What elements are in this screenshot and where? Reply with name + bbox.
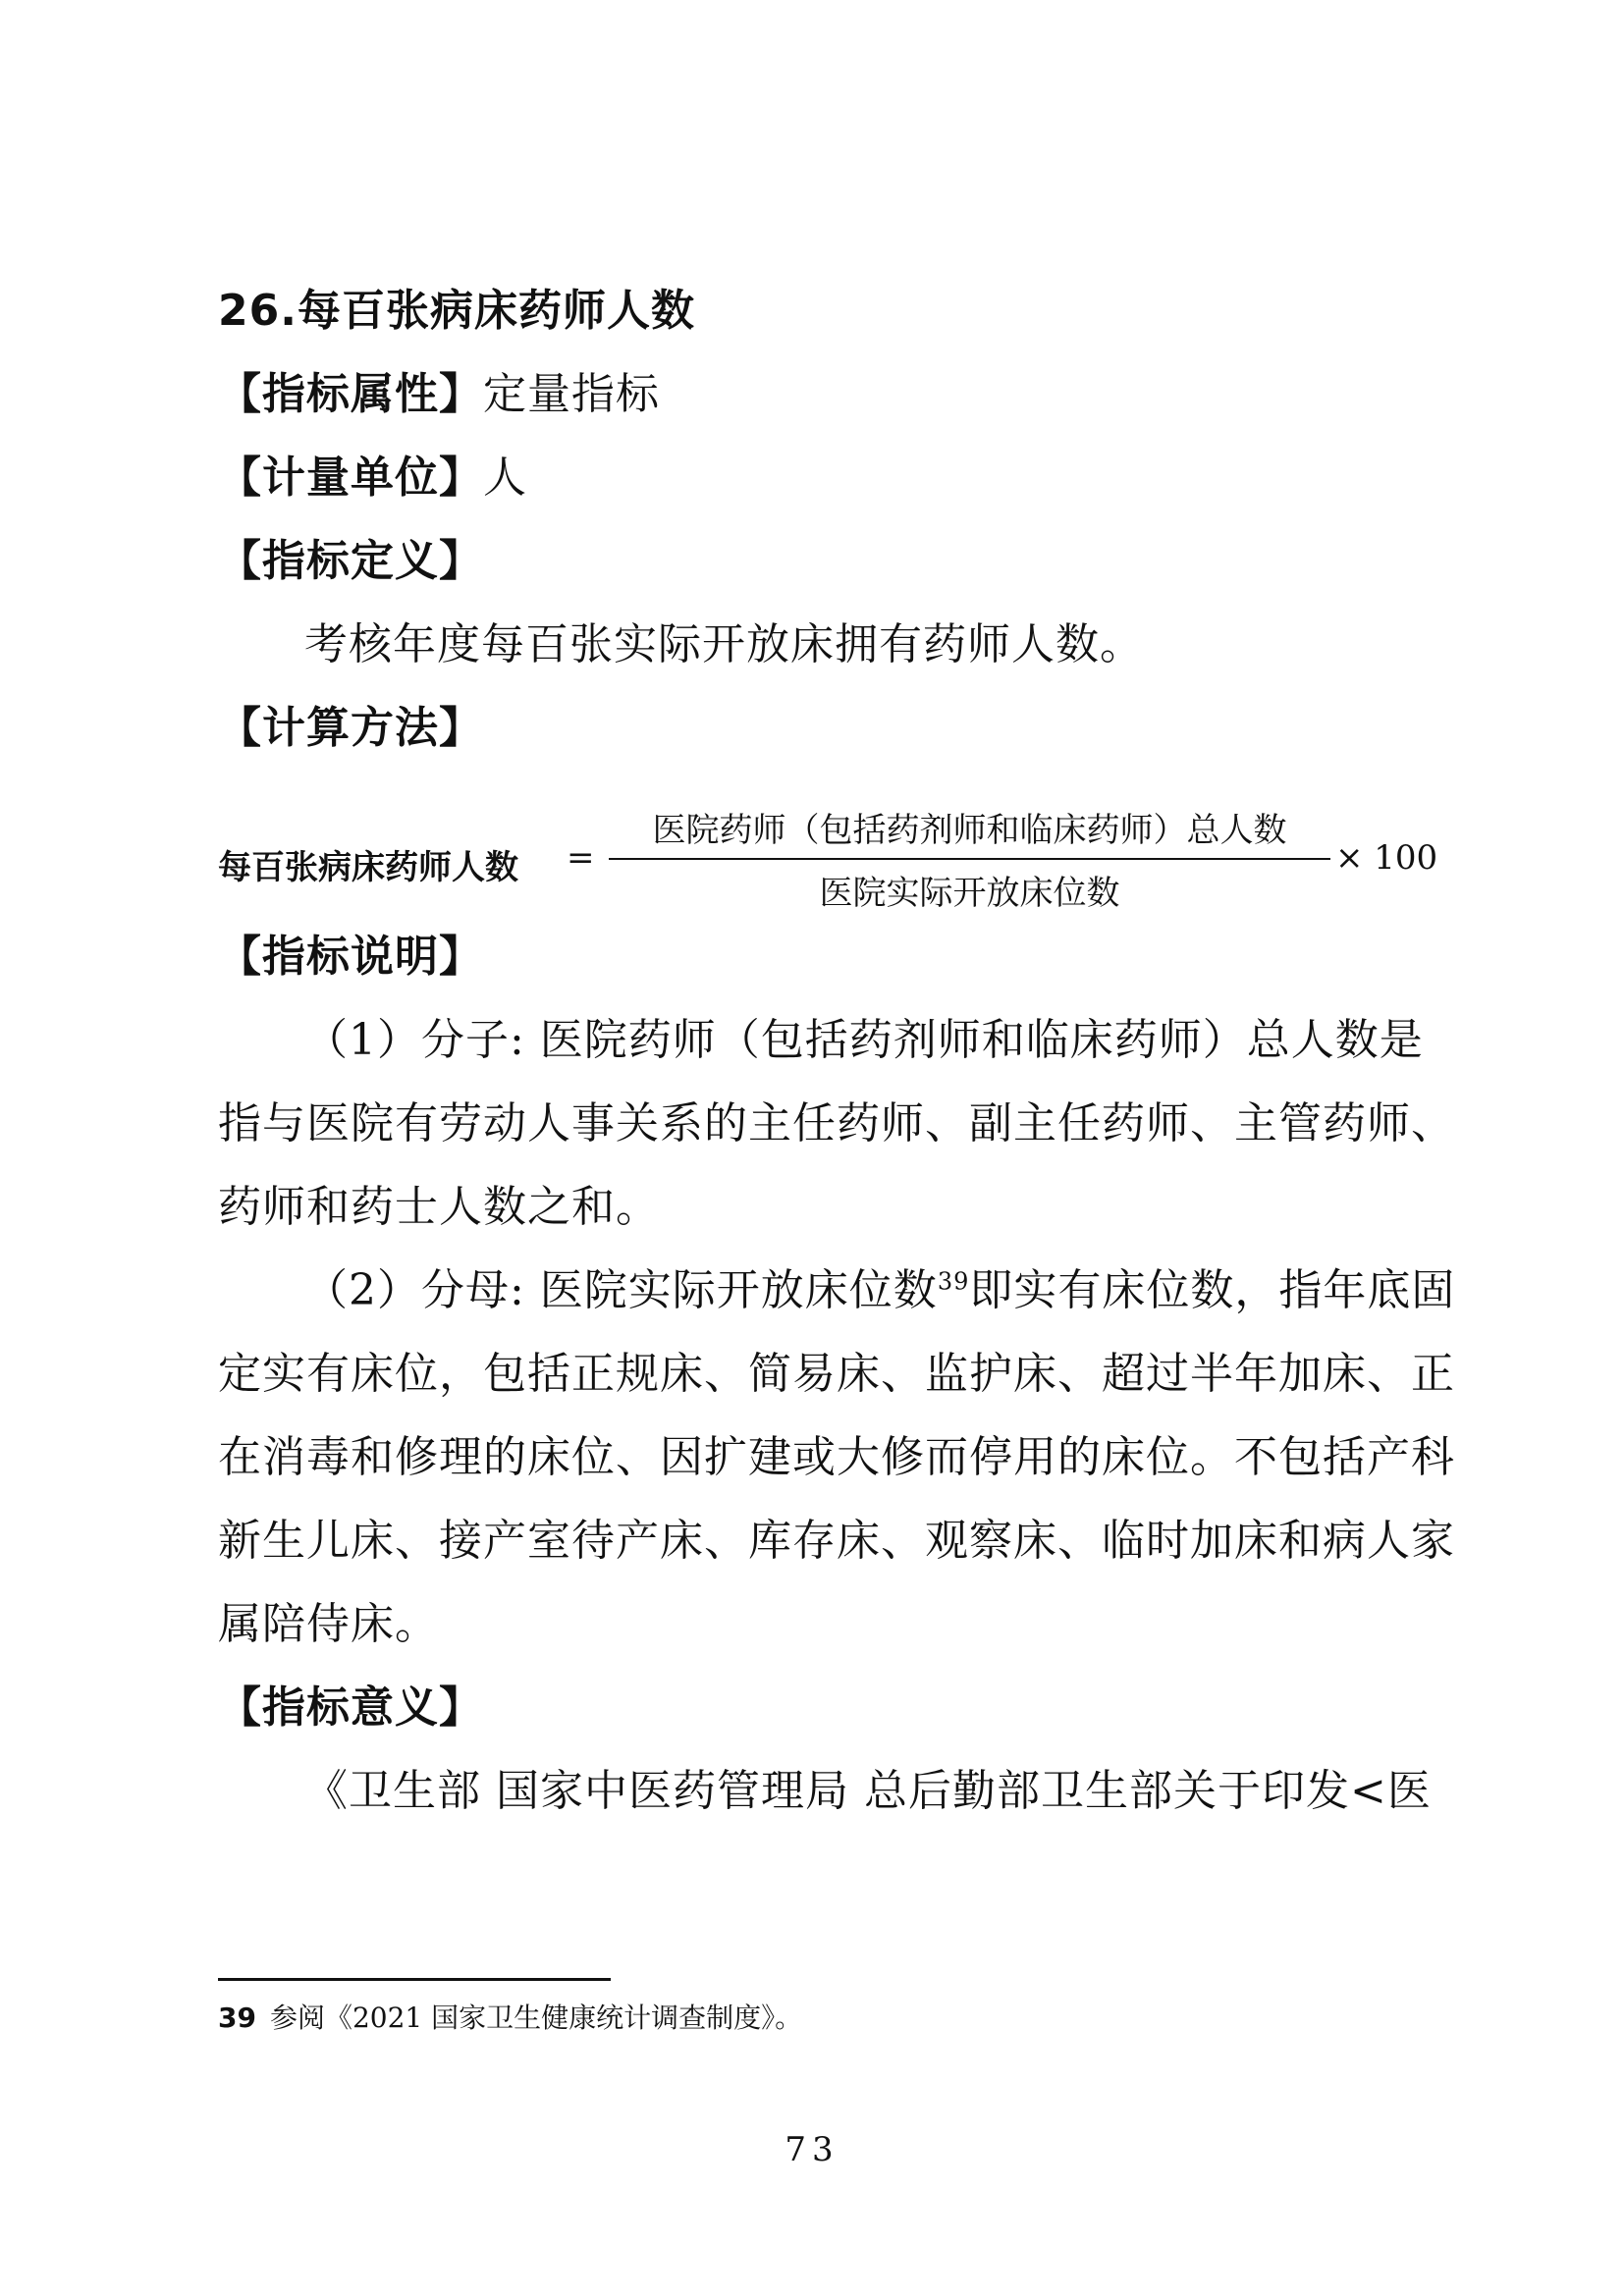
explanation-p2-line: 属陪侍床。 bbox=[218, 1599, 439, 1649]
explanation-p1-line: 指与医院有劳动人事关系的主任药师、副主任药师、主管药师、 bbox=[218, 1098, 1455, 1148]
method-row bbox=[218, 699, 1435, 758]
p2-text-before: （2）分母: 医院实际开放床位数 bbox=[304, 1265, 938, 1315]
explanation-p2-line: 在消毒和修理的床位、因扩建或大修而停用的床位。不包括产科 bbox=[218, 1432, 1455, 1482]
explanation-p2-line bbox=[304, 1261, 1522, 1320]
method-label: 【计算方法】 bbox=[218, 703, 483, 753]
attribute-value: 定量指标 bbox=[483, 369, 660, 419]
formula-equals: = bbox=[567, 838, 595, 878]
unit-value: 人 bbox=[483, 453, 527, 503]
significance-row bbox=[218, 1679, 1435, 1737]
formula-denominator: 医院实际开放床位数 bbox=[819, 874, 1120, 913]
fraction-bar bbox=[609, 858, 1330, 860]
footnote-ref[interactable]: 39 bbox=[937, 1267, 970, 1296]
formula-lhs: 每百张病床药师人数 bbox=[218, 848, 518, 887]
unit-label: 【计量单位】 bbox=[218, 453, 483, 503]
p2-text-after: 即实有床位数，指年底固 bbox=[969, 1265, 1456, 1315]
significance-label: 【指标意义】 bbox=[218, 1682, 483, 1733]
definition-row bbox=[218, 532, 1435, 591]
definition-label: 【指标定义】 bbox=[218, 536, 483, 586]
explanation-p1-line: （1）分子: 医院药师（包括药剂师和临床药师）总人数是 bbox=[304, 1015, 1424, 1065]
formula-fraction bbox=[609, 803, 1330, 921]
footnote-divider bbox=[218, 1978, 611, 1981]
footnote-number: 39 bbox=[218, 2002, 256, 2034]
attribute-row bbox=[218, 365, 1435, 424]
explanation-p2-line: 定实有床位，包括正规床、简易床、监护床、超过半年加床、正 bbox=[218, 1349, 1455, 1399]
explanation-row bbox=[218, 928, 1435, 987]
significance-text: 《卫生部 国家中医药管理局 总后勤部卫生部关于印发<医 bbox=[304, 1766, 1432, 1816]
explanation-label: 【指标说明】 bbox=[218, 932, 483, 982]
definition-text: 考核年度每百张实际开放床拥有药师人数。 bbox=[304, 619, 1144, 669]
formula-multiplier: × 100 bbox=[1335, 838, 1438, 878]
page-number: 73 bbox=[785, 2130, 839, 2169]
footnote bbox=[218, 1999, 802, 2038]
unit-row bbox=[218, 449, 1435, 507]
section-heading: 26.每百张病床药师人数 bbox=[218, 286, 695, 336]
explanation-p1-line: 药师和药士人数之和。 bbox=[218, 1182, 660, 1232]
footnote-text: 参阅《2021 国家卫生健康统计调查制度》。 bbox=[269, 2002, 803, 2034]
explanation-p2-line: 新生儿床、接产室待产床、库存床、观察床、临时加床和病人家 bbox=[218, 1516, 1455, 1566]
attribute-label: 【指标属性】 bbox=[218, 369, 483, 419]
formula-numerator: 医院药师（包括药剂师和临床药师）总人数 bbox=[652, 811, 1287, 850]
calculation-formula bbox=[218, 803, 1438, 921]
